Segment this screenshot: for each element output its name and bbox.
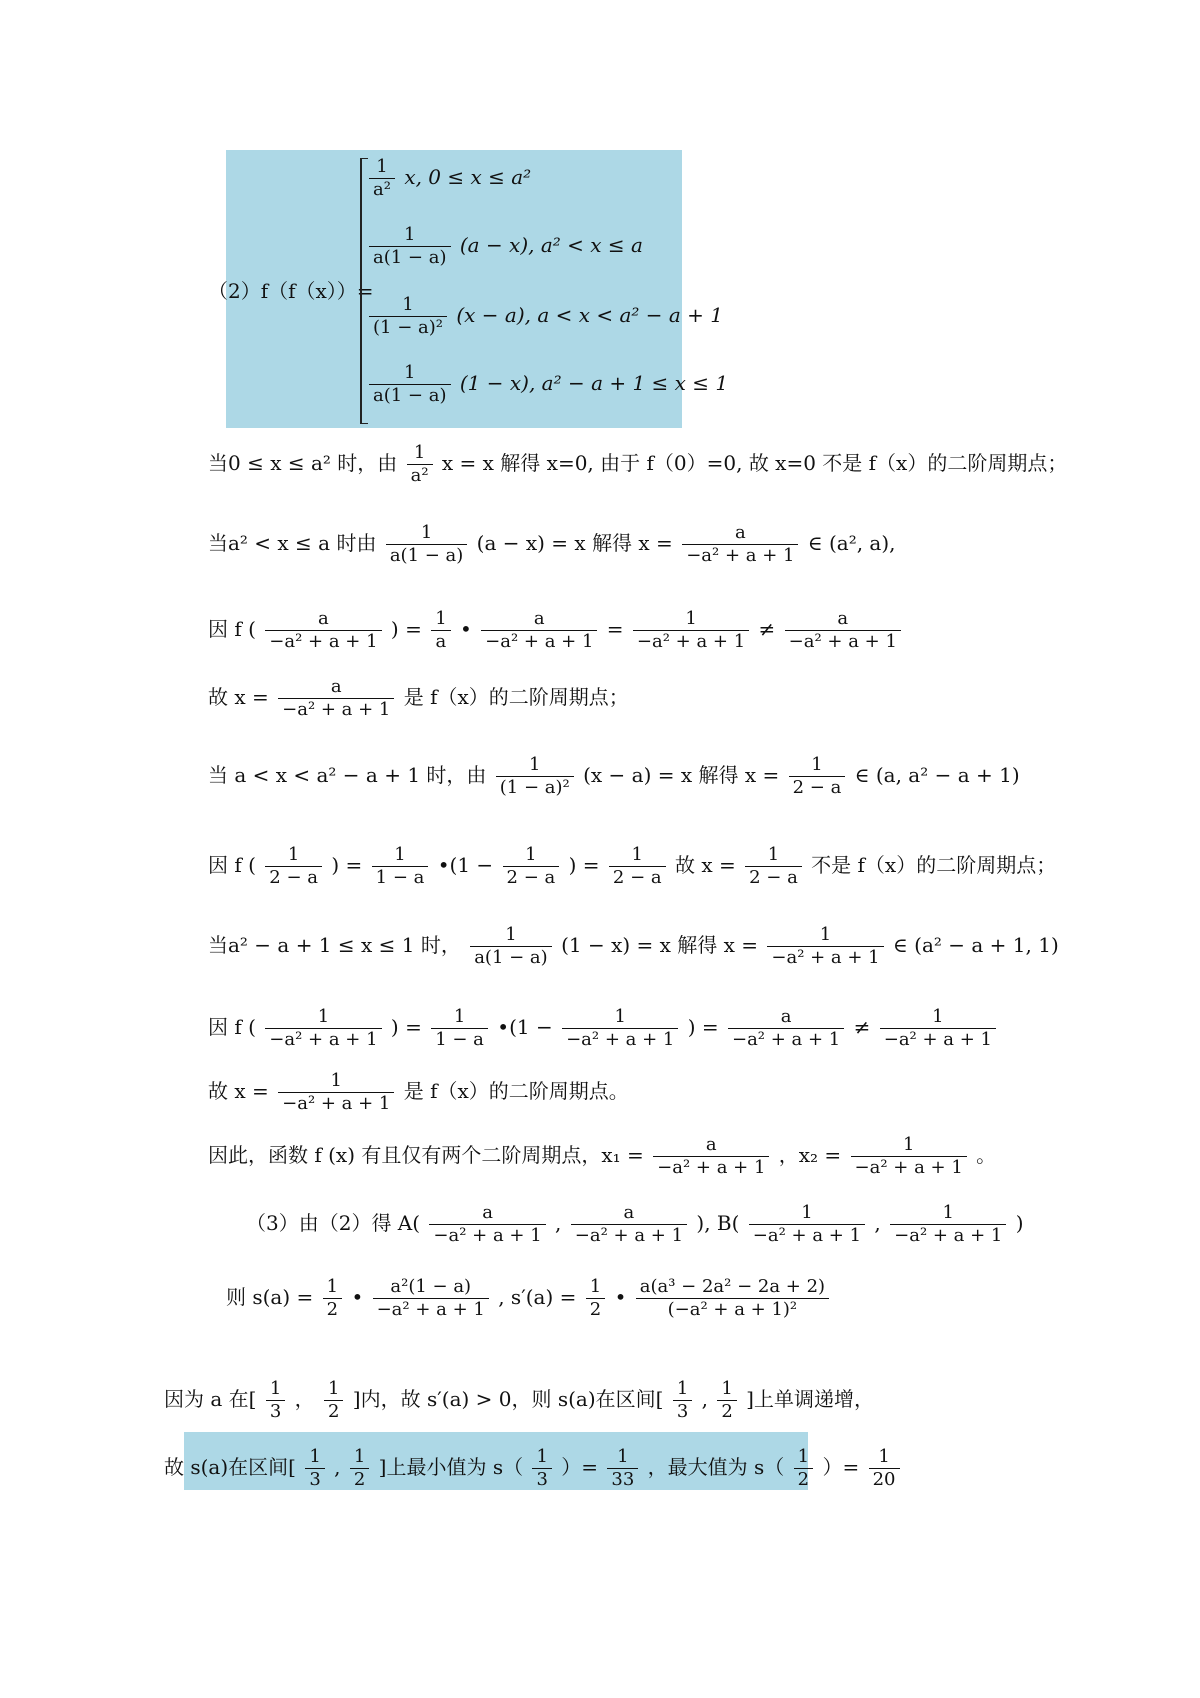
- l6-den2: 1 − a: [375, 867, 425, 888]
- l6-text-c: •(1 −: [437, 853, 494, 877]
- piecewise-case-3: [366, 294, 723, 339]
- l14-text-e: ]上最小值为 s（: [378, 1455, 524, 1479]
- l12-num2: a²(1 − a): [390, 1276, 472, 1297]
- case2-tail: (a − x), a² < x ≤ a: [459, 233, 643, 257]
- l6-den5: 2 − a: [749, 867, 798, 888]
- l3-num2: 1: [435, 608, 447, 629]
- l10-num2: 1: [902, 1134, 915, 1155]
- l10-text-a: 因此，函数 f (x) 有且仅有两个二阶周期点，x₁ =: [208, 1143, 644, 1167]
- l3-text-a: 因 f (: [208, 617, 256, 641]
- l5-num2: 1: [811, 754, 823, 775]
- l6-num2: 1: [394, 844, 406, 865]
- l12-num4: a(a³ − 2a² − 2a + 2): [639, 1276, 826, 1297]
- l8-text-b: ) =: [390, 1015, 422, 1039]
- line-6: [208, 844, 1056, 889]
- l7-text-c: ∈ (a² − a + 1, 1): [893, 933, 1059, 957]
- l6-num3: 1: [525, 844, 537, 865]
- l3-den2: a: [435, 631, 447, 652]
- line-13: [164, 1378, 874, 1423]
- l5-text-b: (x − a) = x 解得 x =: [583, 763, 780, 787]
- l12-text-c: , s′(a) =: [498, 1285, 577, 1309]
- l6-num1: 1: [287, 844, 300, 865]
- l8-num5: 1: [932, 1006, 944, 1027]
- l1-text-b: x = x 解得 x=0, 由于 f（0）=0, 故 x=0 不是 f（x）的二阶周期点；: [441, 451, 1068, 475]
- l8-text-a: 因 f (: [208, 1015, 256, 1039]
- case4-den: a(1 − a): [373, 385, 447, 406]
- l4-text-a: 故 x =: [208, 685, 269, 709]
- l7-num: 1: [505, 924, 517, 945]
- l6-den1: 2 − a: [269, 867, 318, 888]
- case3-num: 1: [402, 294, 414, 315]
- l14-num5: 1: [797, 1446, 810, 1467]
- l14-num2: 1: [353, 1446, 366, 1467]
- l1-text-a: 当0 ≤ x ≤ a² 时，由: [208, 451, 398, 475]
- l13-den2: 2: [327, 1401, 340, 1422]
- l6-num5: 1: [767, 844, 780, 865]
- l12-text-a: 则 s(a) =: [226, 1285, 314, 1309]
- l12-den4: (−a² + a + 1)²: [667, 1299, 798, 1320]
- l11-den1: −a² + a + 1: [433, 1225, 542, 1246]
- l6-text-b: ) =: [331, 853, 363, 877]
- l3-text-b: ) =: [390, 617, 422, 641]
- l3-num1: a: [318, 608, 329, 629]
- l9-den: −a² + a + 1: [282, 1093, 391, 1114]
- l11-text-b: ,: [555, 1211, 562, 1235]
- l1-num: 1: [413, 442, 426, 463]
- l8-num3: 1: [614, 1006, 626, 1027]
- case3-den: (1 − a)²: [373, 317, 443, 338]
- l8-text-c: •(1 −: [497, 1015, 553, 1039]
- l13-text-a: 因为 a 在[: [164, 1387, 257, 1411]
- l8-num2: 1: [453, 1006, 466, 1027]
- l9-text-b: 是 f（x）的二阶周期点。: [403, 1079, 629, 1103]
- l12-text-b: •: [351, 1285, 364, 1309]
- l14-text-c: ,: [334, 1455, 341, 1479]
- l2-num: 1: [420, 522, 433, 543]
- l8-text-e: ) =: [687, 1015, 719, 1039]
- l14-text-h: ）=: [822, 1455, 860, 1479]
- l13-text-b: ，: [294, 1387, 315, 1411]
- l4-text-b: 是 f（x）的二阶周期点；: [403, 685, 629, 709]
- l13-den3: 3: [676, 1401, 689, 1422]
- l2-text-b: (a − x) = x 解得 x =: [476, 531, 673, 555]
- l9-num: 1: [330, 1070, 342, 1091]
- l7-text-b: (1 − x) = x 解得 x =: [561, 933, 759, 957]
- l8-den1: −a² + a + 1: [269, 1029, 378, 1050]
- l8-num4: a: [780, 1006, 792, 1027]
- line-8: [208, 1006, 999, 1051]
- l13-num3: 1: [676, 1378, 689, 1399]
- l4-den: −a² + a + 1: [282, 699, 391, 720]
- l12-den3: 2: [589, 1299, 602, 1320]
- l11-den3: −a² + a + 1: [752, 1225, 862, 1246]
- case1-tail: x, 0 ≤ x ≤ a²: [404, 165, 532, 189]
- l14-den3: 3: [536, 1469, 548, 1490]
- l1-den: a²: [410, 465, 429, 486]
- l8-den4: −a² + a + 1: [731, 1029, 841, 1050]
- l11-text-a: （3）由（2）得 A(: [246, 1211, 421, 1235]
- l10-text-b: ，x₂ =: [778, 1143, 842, 1167]
- l2-den: a(1 − a): [389, 545, 464, 566]
- l5-den2: 2 − a: [792, 777, 842, 798]
- l12-den1: 2: [326, 1299, 339, 1320]
- l5-text-a: 当 a < x < a² − a + 1 时，由: [208, 763, 487, 787]
- piecewise-case-2: [366, 224, 643, 269]
- l7-den: a(1 − a): [474, 947, 548, 968]
- l12-text-e: •: [614, 1285, 627, 1309]
- line-3: [208, 608, 904, 653]
- l9-text-a: 故 x =: [208, 1079, 269, 1103]
- l5-den: (1 − a)²: [499, 777, 570, 798]
- l2-text-a: 当a² < x ≤ a 时由: [208, 531, 377, 555]
- l7-num2: 1: [819, 924, 832, 945]
- l13-num2: 1: [327, 1378, 340, 1399]
- l3-text-c: •: [460, 617, 472, 641]
- l2-num2: a: [734, 522, 746, 543]
- l11-num3: 1: [801, 1202, 813, 1223]
- l6-den3: 2 − a: [506, 867, 556, 888]
- l8-den2: 1 − a: [435, 1029, 484, 1050]
- l3-den5: −a² + a + 1: [788, 631, 897, 652]
- l13-num1: 1: [269, 1378, 282, 1399]
- l13-den4: 2: [721, 1401, 733, 1422]
- line-10: [208, 1134, 996, 1179]
- l11-den4: −a² + a + 1: [894, 1225, 1003, 1246]
- case2-num: 1: [404, 224, 416, 245]
- case4-num: 1: [404, 362, 416, 383]
- line-2: [208, 522, 896, 567]
- l14-text-f: ）=: [561, 1455, 599, 1479]
- l6-text-a: 因 f (: [208, 853, 256, 877]
- l6-den4: 2 − a: [612, 867, 662, 888]
- l14-num1: 1: [309, 1446, 321, 1467]
- line-4: [208, 676, 629, 721]
- l3-num5: a: [837, 608, 849, 629]
- l8-den5: −a² + a + 1: [883, 1029, 992, 1050]
- l10-den2: −a² + a + 1: [854, 1157, 963, 1178]
- line-9: [208, 1070, 629, 1115]
- l2-den2: −a² + a + 1: [686, 545, 795, 566]
- l5-text-c: ∈ (a, a² − a + 1): [854, 763, 1020, 787]
- l8-den3: −a² + a + 1: [566, 1029, 675, 1050]
- l14-num4: 1: [617, 1446, 629, 1467]
- l14-text-a: 故: [164, 1455, 184, 1479]
- l10-den1: −a² + a + 1: [657, 1157, 766, 1178]
- l3-num3: a: [533, 608, 545, 629]
- l14-text-b: s(a)在区间[: [190, 1455, 296, 1479]
- l3-den1: −a² + a + 1: [269, 631, 378, 652]
- line-5: [208, 754, 1020, 799]
- l11-num2: a: [623, 1202, 635, 1223]
- l3-den3: −a² + a + 1: [485, 631, 594, 652]
- l13-text-c: ]内，故 s′(a) > 0，则 s(a)在区间[: [352, 1387, 664, 1411]
- l12-num3: 1: [589, 1276, 602, 1297]
- case1-den: a²: [373, 179, 391, 200]
- l14-den6: 20: [872, 1469, 896, 1490]
- l11-den2: −a² + a + 1: [574, 1225, 684, 1246]
- piecewise-case-4: [366, 362, 728, 407]
- l6-text-e: ) =: [568, 853, 600, 877]
- l11-text-f: ): [1015, 1211, 1024, 1235]
- case4-tail: (1 − x), a² − a + 1 ≤ x ≤ 1: [459, 371, 729, 395]
- l2-text-c: ∈ (a², a),: [807, 531, 896, 555]
- line-12: [226, 1276, 832, 1321]
- line-1: [208, 442, 1067, 487]
- l14-text-g: ，最大值为 s（: [647, 1455, 785, 1479]
- case3-tail: (x − a), a < x < a² − a + 1: [456, 303, 724, 327]
- l12-num1: 1: [326, 1276, 339, 1297]
- l14-den1: 3: [309, 1469, 321, 1490]
- l10-text-c: 。: [976, 1143, 997, 1167]
- l14-num6: 1: [878, 1446, 890, 1467]
- case2-den: a(1 − a): [373, 247, 447, 268]
- l6-text-f: 故 x =: [674, 853, 736, 877]
- part2-label: （2）f（f（x））=: [208, 279, 374, 303]
- l11-num4: 1: [942, 1202, 954, 1223]
- l6-num4: 1: [631, 844, 643, 865]
- l10-num1: a: [705, 1134, 717, 1155]
- l11-num1: a: [482, 1202, 493, 1223]
- l3-text-f: ≠: [758, 617, 776, 641]
- l13-num4: 1: [721, 1378, 733, 1399]
- l14-den2: 2: [353, 1469, 366, 1490]
- l3-text-e: =: [606, 617, 624, 641]
- l7-text-a: 当a² − a + 1 ≤ x ≤ 1 时，: [208, 933, 461, 957]
- l13-text-e: ,: [701, 1387, 708, 1411]
- l8-num1: 1: [317, 1006, 330, 1027]
- l6-text-g: 不是 f（x）的二阶周期点；: [811, 853, 1057, 877]
- l11-text-c: ), B(: [696, 1211, 740, 1235]
- l7-den2: −a² + a + 1: [771, 947, 880, 968]
- l12-den2: −a² + a + 1: [376, 1299, 485, 1320]
- piecewise-case-1: [366, 156, 531, 201]
- l14-den5: 2: [797, 1469, 810, 1490]
- l8-text-f: ≠: [853, 1015, 871, 1039]
- l4-num: a: [330, 676, 342, 697]
- l11-text-e: ,: [874, 1211, 881, 1235]
- l3-den4: −a² + a + 1: [636, 631, 746, 652]
- l3-num4: 1: [685, 608, 697, 629]
- line-11: [246, 1202, 1024, 1247]
- l14-den4: 33: [611, 1469, 635, 1490]
- line-7: [208, 924, 1059, 969]
- l14-num3: 1: [536, 1446, 548, 1467]
- case1-num: 1: [376, 156, 388, 177]
- l5-num: 1: [529, 754, 541, 775]
- l13-text-f: ]上单调递增，: [746, 1387, 874, 1411]
- line-14: [164, 1446, 903, 1491]
- l13-den1: 3: [269, 1401, 282, 1422]
